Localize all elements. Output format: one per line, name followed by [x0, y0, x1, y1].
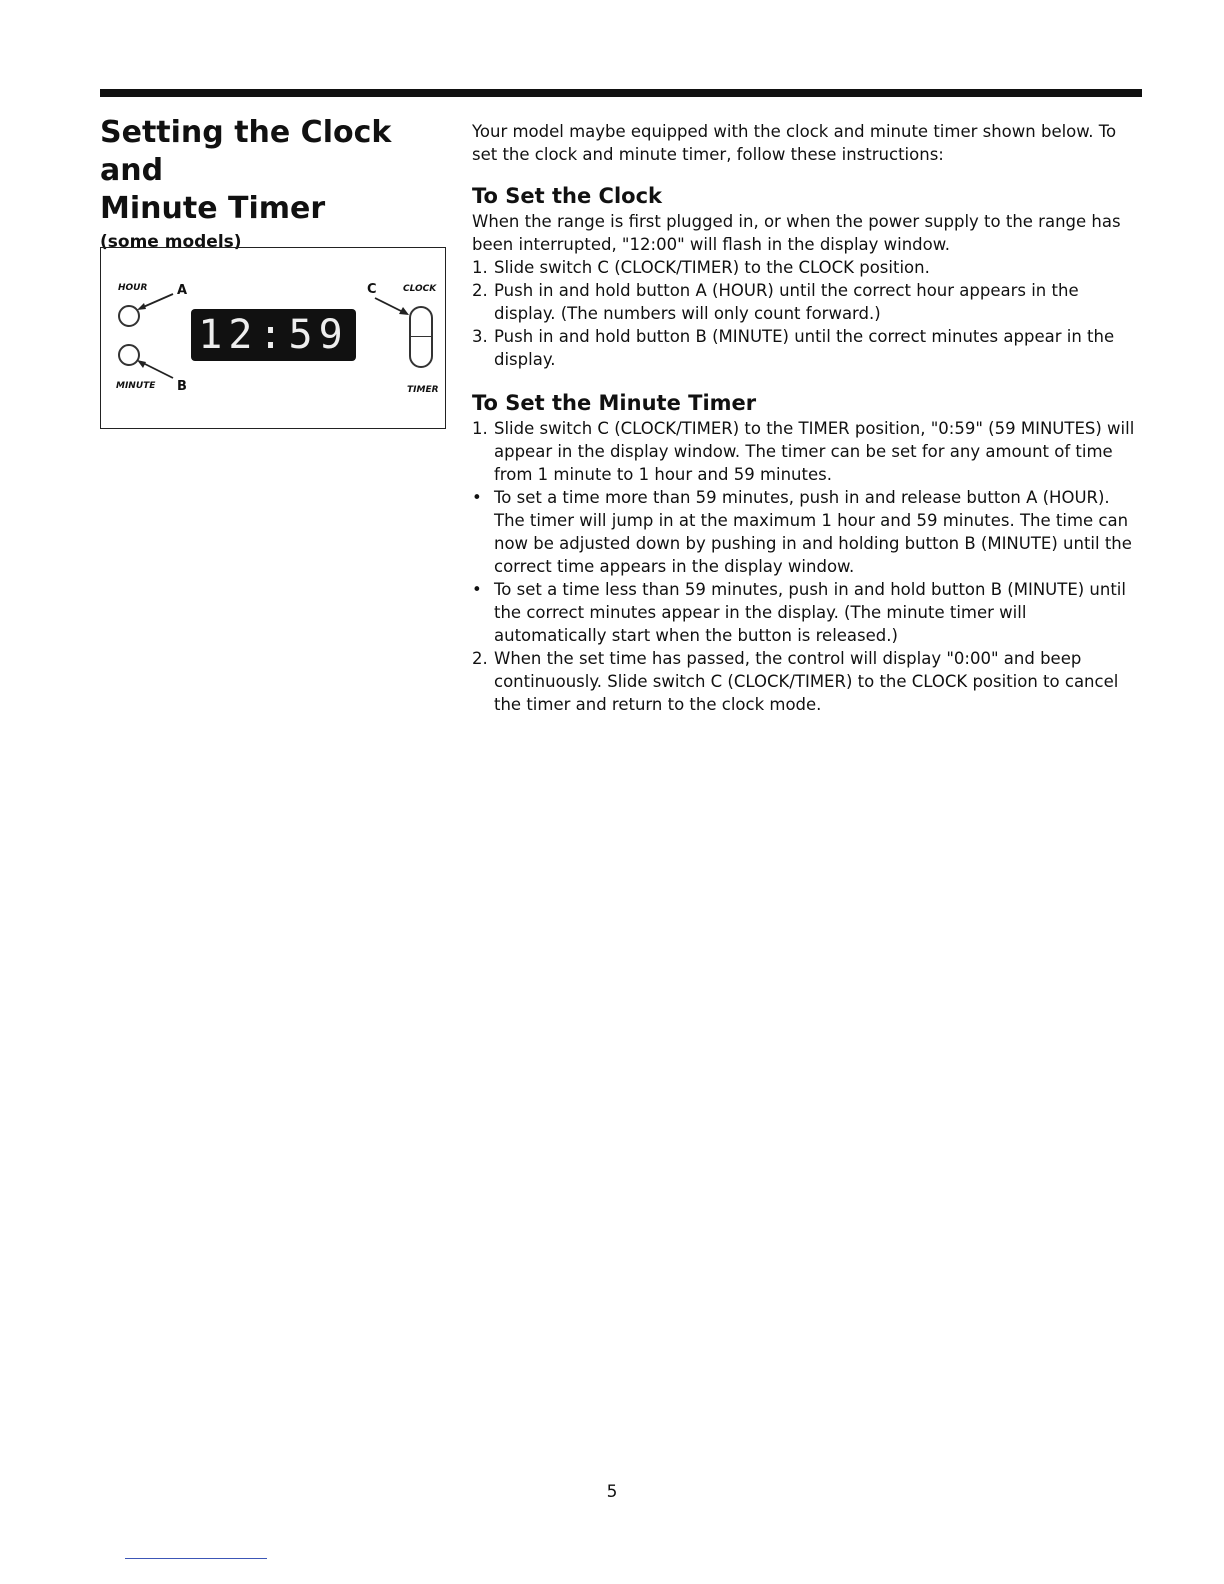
- item-text: To set a time less than 59 minutes, push in and hold button B (MINUTE) until the correct minutes appear in the display. (The minute timer will automatically start when the button is released.): [494, 580, 1126, 645]
- timer-label: TIMER: [407, 385, 439, 395]
- clock-paragraph: When the range is first plugged in, or when the power supply to the range has been interrupted, "12:00" will flash in the display window.: [472, 212, 1121, 254]
- bullet-marker: •: [472, 580, 482, 599]
- item-text: To set a time more than 59 minutes, push in and release button A (HOUR). The timer will jump in at the maximum 1 hour and 59 minutes. The time can now be adjusted down by pushing in and holding button B (MINUTE) until the correct time appears in the display window.: [494, 488, 1132, 576]
- subtitle: (some models): [100, 232, 242, 252]
- clock-heading: To Set the Clock: [472, 184, 662, 208]
- clock-control-diagram: [100, 247, 446, 429]
- item-text: When the set time has passed, the control will display "0:00" and beep continuously. Slide switch C (CLOCK/TIMER) to the CLOCK position to cancel the timer and return to the clock mode.: [494, 649, 1119, 714]
- bullet-marker: •: [472, 488, 482, 507]
- page-title: [100, 114, 450, 228]
- step-marker: 3.: [472, 327, 488, 346]
- clock-step: [472, 256, 1142, 279]
- arrow-c-icon: [373, 296, 413, 318]
- letter-a: A: [177, 283, 188, 298]
- page-number: 5: [606, 1482, 618, 1502]
- step-text: Push in and hold button B (MINUTE) until the correct minutes appear in the display.: [494, 327, 1115, 369]
- timer-item: [472, 417, 1142, 486]
- title-line-2: Minute Timer: [100, 191, 326, 226]
- title-line-1: Setting the Clock and: [100, 115, 392, 188]
- timer-item: [472, 578, 1142, 647]
- item-text: Slide switch C (CLOCK/TIMER) to the TIMER position, "0:59" (59 MINUTES) will appear in the display window. The timer can be set for any amount of time from 1 minute to 1 hour and 59 minutes.: [494, 419, 1135, 484]
- step-marker: 1.: [472, 258, 488, 277]
- arrow-a-icon: [135, 292, 177, 312]
- step-marker: 2.: [472, 281, 488, 300]
- clock-label: CLOCK: [403, 284, 437, 294]
- instructions: [472, 120, 1142, 716]
- bottom-rule: [125, 1558, 267, 1559]
- intro-paragraph: Your model maybe equipped with the clock and minute timer shown below. To set the clock and minute timer, follow these instructions:: [472, 122, 1117, 164]
- step-text: Push in and hold button A (HOUR) until the correct hour appears in the display. (The numbers will only count forward.): [494, 281, 1079, 323]
- switch-divider: [411, 336, 431, 337]
- item-marker: 1.: [472, 419, 488, 438]
- heading-block: [100, 114, 450, 252]
- display-window: 12:59: [191, 309, 356, 361]
- letter-c: C: [367, 282, 377, 297]
- minute-label: MINUTE: [116, 381, 156, 391]
- top-rule: [100, 89, 1142, 97]
- step-text: Slide switch C (CLOCK/TIMER) to the CLOCK position.: [494, 258, 930, 277]
- clock-timer-switch-icon: [409, 306, 433, 368]
- timer-item: [472, 486, 1142, 578]
- hour-label: HOUR: [118, 283, 148, 293]
- timer-item: [472, 647, 1142, 716]
- timer-heading: To Set the Minute Timer: [472, 391, 757, 415]
- letter-b: B: [177, 379, 187, 394]
- item-marker: 2.: [472, 649, 488, 668]
- clock-step: [472, 325, 1142, 371]
- clock-step: [472, 279, 1142, 325]
- arrow-b-icon: [135, 358, 177, 380]
